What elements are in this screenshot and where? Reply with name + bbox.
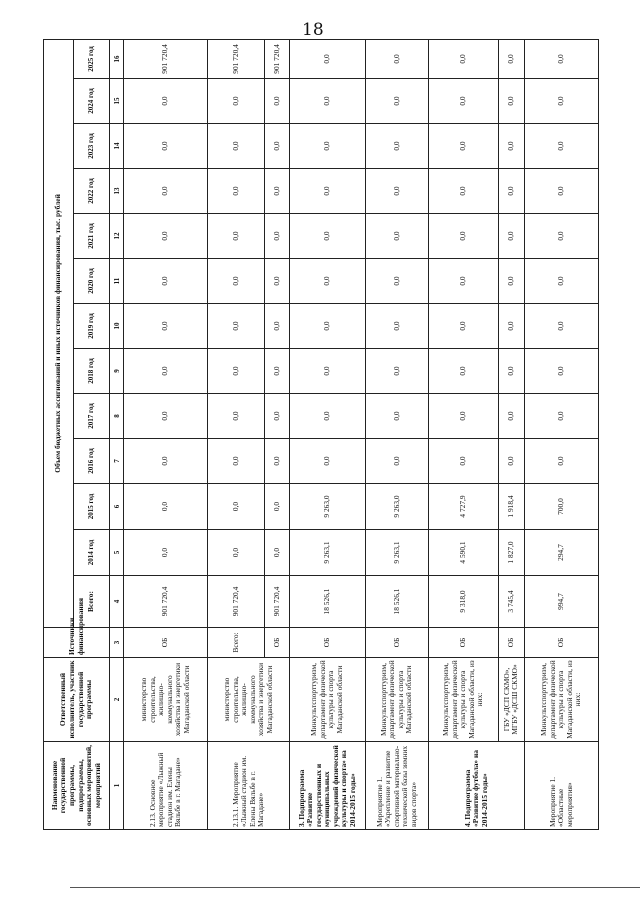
row-value: 9 263,1	[365, 530, 428, 576]
row-value: 9 318,0	[429, 576, 499, 628]
row-value: 0,0	[498, 304, 525, 349]
row-value: 0,0	[365, 259, 428, 304]
row-value: 0,0	[429, 439, 499, 484]
header-year: 2018 год	[74, 349, 110, 394]
row-value: 0,0	[265, 124, 290, 169]
row-value: 0,0	[429, 304, 499, 349]
page-number: 18	[302, 20, 324, 40]
row-value: 4 590,1	[429, 530, 499, 576]
column-number: 3	[110, 628, 124, 658]
row-value: 994,7	[525, 576, 599, 628]
row-source: ОБ	[429, 628, 499, 658]
row-value: 0,0	[429, 169, 499, 214]
table-row	[208, 39, 265, 829]
table-row	[498, 39, 525, 829]
row-value: 0,0	[265, 304, 290, 349]
table-row	[525, 39, 599, 829]
row-value: 0,0	[265, 530, 290, 576]
row-value: 0,0	[429, 124, 499, 169]
row-value: 0,0	[124, 349, 208, 394]
row-value: 294,7	[525, 530, 599, 576]
header-year: 2022 год	[74, 169, 110, 214]
row-value: 18 526,1	[365, 576, 428, 628]
row-value: 901 720,4	[124, 39, 208, 78]
row-value: 0,0	[265, 169, 290, 214]
column-number: 8	[110, 394, 124, 439]
header-name: Наименование государственной программы, подпрограммы, основных мероприятий, мероприятий	[44, 742, 110, 830]
row-value: 0,0	[290, 259, 366, 304]
row-source: ОБ	[525, 628, 599, 658]
budget-table	[43, 39, 599, 830]
row-value: 0,0	[498, 214, 525, 259]
row-source: Всего:	[208, 628, 265, 658]
column-number: 13	[110, 169, 124, 214]
row-executor: министерство строительства, жилищно-коммунального хозяйства и энергетики Магаданской области	[124, 658, 208, 742]
row-value: 0,0	[124, 394, 208, 439]
row-value: 0,0	[525, 169, 599, 214]
row-value: 0,0	[525, 124, 599, 169]
row-value: 3 745,4	[498, 576, 525, 628]
row-source: ОБ	[290, 628, 366, 658]
row-value: 0,0	[429, 39, 499, 78]
column-number: 12	[110, 214, 124, 259]
header-year: 2021 год	[74, 214, 110, 259]
column-number-row	[110, 39, 124, 829]
row-value: 0,0	[290, 439, 366, 484]
row-source: ОБ	[265, 628, 290, 658]
row-name: 3. Подпрограмма «Развитие государственных и муниципальных учреждений физической культуры и спорта» на 2014-2015 годы»	[290, 742, 366, 830]
header-year: 2016 год	[74, 439, 110, 484]
row-value: 0,0	[290, 169, 366, 214]
row-value: 901 720,4	[265, 576, 290, 628]
row-value: 0,0	[290, 349, 366, 394]
row-value: 700,0	[525, 484, 599, 530]
row-executor: Минкультспорттуризм, департамент физической культуры и спорта Магаданской области, из них:	[525, 658, 599, 742]
header-executor: Ответственный исполнитель, участник государственной программы	[44, 658, 110, 742]
row-value: 1 918,4	[498, 484, 525, 530]
row-value: 0,0	[365, 169, 428, 214]
row-value: 0,0	[365, 79, 428, 124]
column-number: 7	[110, 439, 124, 484]
row-value: 0,0	[208, 439, 265, 484]
row-executor: Минкультспорттуризм, департамент физической культуры и спорта Магаданской области	[290, 658, 366, 742]
row-value: 0,0	[525, 39, 599, 78]
row-value: 0,0	[208, 349, 265, 394]
row-executor: министерство строительства, жилищно-коммунального хозяйства и энергетики Магаданской области	[208, 658, 290, 742]
row-value: 0,0	[525, 79, 599, 124]
row-value: 9 263,0	[365, 484, 428, 530]
row-value: 0,0	[365, 214, 428, 259]
row-value: 0,0	[525, 439, 599, 484]
column-number: 2	[110, 658, 124, 742]
row-value: 0,0	[429, 349, 499, 394]
column-number: 15	[110, 79, 124, 124]
row-value: 0,0	[124, 214, 208, 259]
header-source: Источники финансирования	[44, 628, 110, 658]
row-value: 0,0	[498, 439, 525, 484]
row-value: 0,0	[365, 124, 428, 169]
row-value: 0,0	[124, 484, 208, 530]
row-value: 0,0	[498, 259, 525, 304]
row-name: 4. Подпрограмма «Развитие футбола» на 2014-2015 годы»	[429, 742, 525, 830]
row-executor: Минкультспорттуризм, департамент физической культуры и спорта Магаданской области, из них:	[429, 658, 499, 742]
row-value: 0,0	[429, 259, 499, 304]
row-name: Мероприятие 1. «Областные мероприятия»	[525, 742, 599, 830]
header-year: 2017 год	[74, 394, 110, 439]
table-row	[124, 39, 208, 829]
table-row	[429, 39, 499, 829]
row-value: 0,0	[290, 304, 366, 349]
row-value: 0,0	[365, 39, 428, 78]
row-value: 0,0	[124, 169, 208, 214]
row-value: 0,0	[208, 259, 265, 304]
row-value: 0,0	[265, 349, 290, 394]
header-year: 2019 год	[74, 304, 110, 349]
row-value: 0,0	[208, 124, 265, 169]
row-value: 0,0	[525, 304, 599, 349]
header-volume: Объем бюджетных ассигнований и иных источников финансирования, тыс. рублей	[44, 39, 74, 627]
row-value: 0,0	[124, 124, 208, 169]
row-value: 0,0	[265, 259, 290, 304]
row-executor: Минкультспорттуризм, департамент физической культуры и спорта Магаданской области	[365, 658, 428, 742]
row-source: ОБ	[498, 628, 525, 658]
row-value: 0,0	[265, 214, 290, 259]
row-value: 0,0	[429, 394, 499, 439]
column-number: 10	[110, 304, 124, 349]
row-value: 0,0	[498, 169, 525, 214]
column-number: 1	[110, 742, 124, 830]
column-number: 6	[110, 484, 124, 530]
header-year: 2014 год	[74, 530, 110, 576]
row-value: 9 263,0	[290, 484, 366, 530]
table-row	[290, 39, 366, 829]
row-value: 0,0	[365, 304, 428, 349]
row-value: 0,0	[525, 349, 599, 394]
row-value: 901 720,4	[265, 39, 290, 78]
row-source: ОБ	[365, 628, 428, 658]
row-value: 0,0	[208, 530, 265, 576]
row-value: 9 263,1	[290, 530, 366, 576]
row-value: 0,0	[290, 124, 366, 169]
row-value: 0,0	[498, 349, 525, 394]
row-value: 0,0	[365, 394, 428, 439]
row-value: 901 720,4	[124, 576, 208, 628]
row-value: 0,0	[525, 394, 599, 439]
row-name: Мероприятие 1. «Укрепление и развитие спортивной материально-технической базы зимних видов спорта»	[365, 742, 428, 830]
row-value: 0,0	[208, 484, 265, 530]
header-year: 2024 год	[74, 79, 110, 124]
row-value: 0,0	[365, 439, 428, 484]
row-value: 0,0	[265, 394, 290, 439]
row-value: 0,0	[124, 79, 208, 124]
row-value: 4 727,9	[429, 484, 499, 530]
row-value: 0,0	[124, 259, 208, 304]
row-value: 0,0	[525, 259, 599, 304]
row-value: 0,0	[290, 39, 366, 78]
table-row	[365, 39, 428, 829]
row-value: 0,0	[498, 79, 525, 124]
header-year: 2020 год	[74, 259, 110, 304]
header-year: 2023 год	[74, 124, 110, 169]
row-value: 0,0	[124, 439, 208, 484]
row-value: 0,0	[429, 79, 499, 124]
column-number: 4	[110, 576, 124, 628]
row-value: 0,0	[208, 79, 265, 124]
row-value: 0,0	[498, 39, 525, 78]
header-year: 2015 год	[74, 484, 110, 530]
row-value: 0,0	[265, 439, 290, 484]
row-value: 0,0	[429, 214, 499, 259]
column-number: 9	[110, 349, 124, 394]
row-value: 0,0	[525, 214, 599, 259]
row-name: 2.13.1. Мероприятие «Лыжный стадион им. Елены Вяльбе в г. Магадане»	[208, 742, 290, 830]
row-value: 0,0	[290, 214, 366, 259]
row-value: 0,0	[365, 349, 428, 394]
row-value: 0,0	[208, 214, 265, 259]
row-value: 0,0	[124, 304, 208, 349]
row-executor: ГБУ «ДСП СКМО», МГБУ «ДСШ СКМО»	[498, 658, 525, 742]
row-value: 901 720,4	[208, 576, 265, 628]
row-value: 0,0	[208, 169, 265, 214]
row-value: 1 827,0	[498, 530, 525, 576]
column-number: 11	[110, 259, 124, 304]
row-value: 0,0	[265, 484, 290, 530]
row-value: 0,0	[498, 394, 525, 439]
column-number: 14	[110, 124, 124, 169]
row-value: 0,0	[124, 530, 208, 576]
row-name: 2.13. Основное мероприятие «Лыжный стадион им. Елены Вяльбе в г. Магадане»	[124, 742, 208, 830]
header-total: Всего:	[74, 576, 110, 628]
row-value: 0,0	[290, 394, 366, 439]
row-value: 18 526,1	[290, 576, 366, 628]
rotated-table-wrapper	[43, 40, 599, 830]
column-number: 16	[110, 39, 124, 78]
scan-edge-line	[70, 887, 640, 888]
row-value: 0,0	[208, 304, 265, 349]
header-year: 2025 год	[74, 39, 110, 78]
row-value: 0,0	[208, 394, 265, 439]
row-source: ОБ	[124, 628, 208, 658]
row-value: 0,0	[265, 79, 290, 124]
row-value: 0,0	[290, 79, 366, 124]
column-number: 5	[110, 530, 124, 576]
row-value: 0,0	[498, 124, 525, 169]
row-value: 901 720,4	[208, 39, 265, 78]
